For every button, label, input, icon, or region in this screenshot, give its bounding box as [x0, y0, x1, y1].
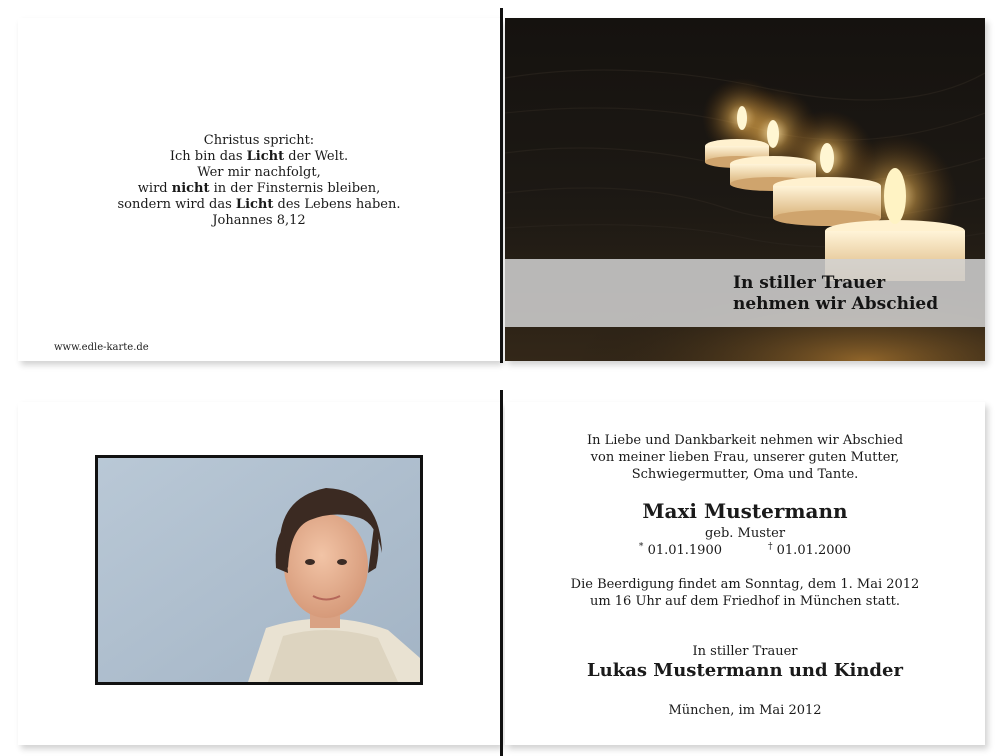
cover-title	[733, 273, 938, 315]
verse-reference: Johannes 8,12	[212, 213, 306, 228]
funeral-line: um 16 Uhr auf dem Friedhof in München statt.	[589, 594, 901, 609]
verse-line-start: Ich bin das	[169, 149, 247, 164]
cover-title-line: nehmen wir Abschied	[733, 294, 939, 314]
verse-line-start: wird	[137, 181, 172, 196]
verse-line	[18, 181, 500, 197]
verse-panel	[18, 18, 500, 361]
verse-bold-word: Licht	[246, 149, 285, 164]
verse-line-end: der Welt.	[284, 149, 349, 164]
family-name: Lukas Mustermann und Kinder	[587, 660, 903, 681]
verse-line: Wer mir nachfolgt,	[197, 165, 321, 180]
fold-line-top	[500, 8, 503, 363]
verse-bold-word: Licht	[235, 197, 274, 212]
verse-line-end: des Lebens haben.	[273, 197, 401, 212]
photo-panel	[18, 402, 500, 745]
verse-line-end: in der Finsternis bleiben,	[209, 181, 381, 196]
portrait-frame	[95, 455, 423, 685]
verse-line	[18, 149, 500, 165]
birth-date	[639, 542, 722, 558]
verse-line: Christus spricht:	[203, 133, 315, 148]
birth-symbol: *	[638, 542, 644, 552]
death-symbol: †	[768, 542, 773, 552]
mourning-label: In stiller Trauer	[692, 644, 798, 659]
intro-line: von meiner lieben Frau, unserer guten Mutter,	[590, 450, 900, 465]
verse-bold-word: nicht	[171, 181, 210, 196]
obituary-panel	[505, 402, 985, 745]
life-dates	[505, 542, 985, 558]
website-link[interactable]: www.edle-karte.de	[54, 342, 149, 353]
cover-title-line: In stiller Trauer	[733, 273, 886, 293]
death-date-value: 01.01.2000	[776, 543, 852, 559]
funeral-line: Die Beerdigung findet am Sonntag, dem 1. Mai 2012	[570, 577, 920, 592]
obituary-intro	[505, 432, 985, 483]
birth-name: geb. Muster	[704, 526, 786, 541]
death-date	[768, 542, 851, 558]
verse-line-start: sondern wird das	[117, 197, 236, 212]
bible-verse	[18, 133, 500, 229]
portrait-photo	[98, 458, 420, 682]
funeral-info	[505, 576, 985, 610]
cover-panel	[505, 18, 985, 361]
intro-line: In Liebe und Dankbarkeit nehmen wir Abschied	[586, 433, 904, 448]
deceased-name: Maxi Mustermann	[642, 499, 848, 523]
verse-line	[18, 197, 500, 213]
place-date: München, im Mai 2012	[668, 703, 822, 718]
intro-line: Schwiegermutter, Oma und Tante.	[631, 467, 859, 482]
fold-line-bottom	[500, 390, 503, 756]
birth-date-value: 01.01.1900	[647, 543, 722, 559]
